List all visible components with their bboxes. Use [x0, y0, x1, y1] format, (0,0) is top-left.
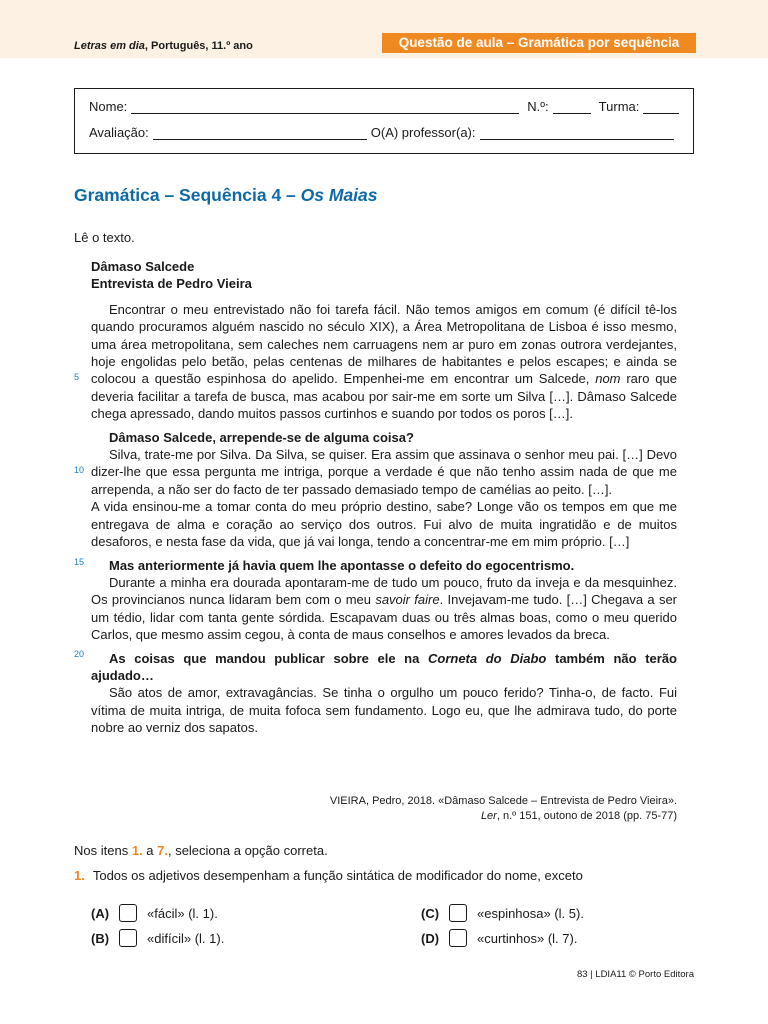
number-label: N.º:	[527, 99, 549, 114]
answer-4: São atos de amor, extravagâncias. Se tinha o orgulho um pouco ferido? Tinha-o, de facto. Fui vítima de muita intriga, de muita fofoca sem fundamento. Logo eu, que lhe admirava tudo, do porte nobre ao verniz dos sapatos.	[91, 685, 677, 736]
number-field[interactable]	[553, 101, 591, 114]
option-b[interactable]: (B) «difícil» (l. 1).	[91, 930, 225, 946]
page-footer: 83 | LDIA11 © Porto Editora	[576, 969, 694, 980]
intro-instruction: Lê o texto.	[74, 230, 135, 245]
option-c[interactable]: (C) «espinhosa» (l. 5).	[421, 905, 584, 921]
option-a-checkbox[interactable]	[119, 904, 137, 922]
items-instruction: Nos itens 1. a 7., seleciona a opção correta.	[74, 843, 328, 858]
question-1: 1. Todos os adjetivos desempenham a função sintática de modificador do nome, exceto	[74, 868, 583, 883]
answer-3: Durante a minha era dourada apontaram-me de tudo um pouco, fruto da inveja e da mesquinhez. Os provincianos nunca lidaram bem com o meu savoir faire. Invejavam-me tudo. […] Chegava a ser um tédio, lidar com tanta gente sórdida. Escapavam duas ou três almas boas, como o meu querido Carlos, que mesmo assim cegou, à conta de maus conselhos e amores levados da breca.	[91, 574, 678, 643]
question-3: Mas anteriormente já havia quem lhe apontasse o defeito do egocentrismo.	[109, 557, 575, 573]
class-label: Turma:	[598, 99, 640, 114]
line-number: 20	[74, 649, 85, 659]
name-label: Nome:	[89, 99, 128, 114]
article-subheading: Entrevista de Pedro Vieira	[91, 276, 252, 292]
answer-2-p1: Silva, trate-me por Silva. Da Silva, se quiser. Era assim que assinava o senhor meu pai. […] Devo dizer-lhe que essa pergunta me intriga, porque a verdade é que não tenho assim nada de que me arrependa, a não ser do facto de ter passado demasiado tempo de camélias ao peito. […].	[91, 447, 677, 497]
line-number: 5	[74, 372, 80, 382]
student-info-form	[74, 88, 694, 154]
option-a[interactable]: (A) «fácil» (l. 1).	[91, 905, 218, 921]
grade-label: Avaliação:	[89, 125, 149, 140]
line-number: 10	[74, 465, 85, 475]
question-4: As coisas que mandou publicar sobre ele na Corneta do Diabo também não terão ajudado…	[91, 650, 677, 683]
teacher-label: O(A) professor(a):	[370, 125, 476, 140]
teacher-field[interactable]	[480, 127, 674, 140]
answer-2-p2: A vida ensinou-me a tomar conta do meu próprio destino, sabe? Longe vão os tempos em que me entregava de alma e coração ao serviço dos outros. Fui alvo de muita ingratidão e de muitos desaforos, e nesta fase da vida, que já vai longa, tendo a concentrar-me em mim próprio. […]	[91, 499, 677, 550]
option-b-checkbox[interactable]	[119, 929, 137, 947]
page-title: Gramática – Sequência 4 – Os Maias	[74, 185, 378, 205]
name-field[interactable]	[131, 101, 519, 114]
citation: VIEIRA, Pedro, 2018. «Dâmaso Salcede – Entrevista de Pedro Vieira». Ler, n.º 151, outono de 2018 (pp. 75-77)	[329, 795, 677, 822]
option-c-checkbox[interactable]	[449, 904, 467, 922]
question-2: Dâmaso Salcede, arrepende-se de alguma coisa?	[109, 429, 414, 445]
article-text	[91, 258, 677, 737]
class-field[interactable]	[643, 101, 679, 114]
option-d[interactable]: (D) «curtinhos» (l. 7).	[421, 930, 578, 946]
option-d-checkbox[interactable]	[449, 929, 467, 947]
book-title: Letras em dia, Português, 11.º ano	[74, 40, 253, 52]
paragraph-1: Encontrar o meu entrevistado não foi tarefa fácil. Não temos amigos em comum (é difícil tê-los quando procuramos alguém nascido no século XIX), a Área Metropolitana de Lisboa é isso mesmo, uma área metropolitana, sem caleches nem carruagens nem ar puro em zonas outrora verdejantes, hoje engolidas pelo betão, pelas centenas de milhares de habitantes e pelos escapes; e ainda se colocou a questão espinhosa do apelido. Empenhei-me em encontrar um Salcede, nom raro que deveria facilitar a tarefa de busca, mas acabou por sair-me em sorte um Silva […]. Dâmaso Salcede chega apressado, dando muitos passos curtinhos e suando por todos os poros […].	[91, 301, 677, 422]
line-number: 15	[74, 557, 85, 567]
section-badge: Questão de aula – Gramática por sequência	[382, 33, 696, 53]
grade-field[interactable]	[153, 127, 367, 140]
article-heading: Dâmaso Salcede	[91, 259, 195, 274]
